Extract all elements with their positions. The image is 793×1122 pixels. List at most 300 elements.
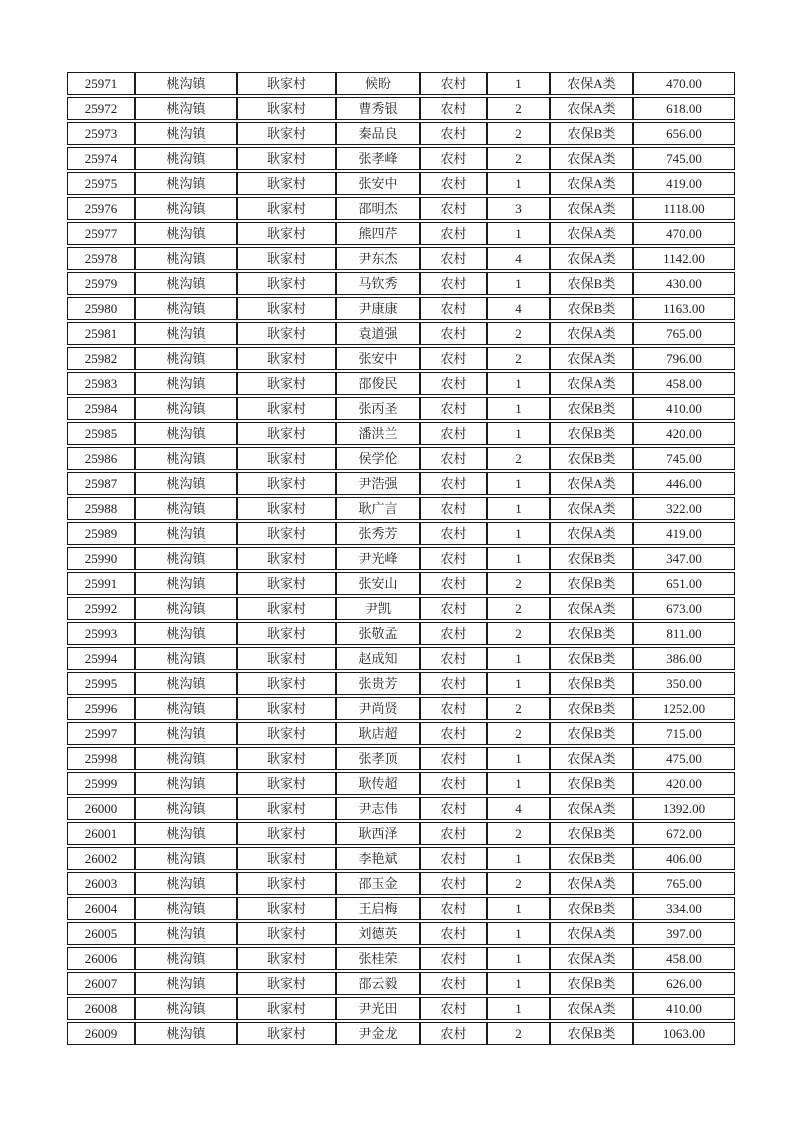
cell-town: 桃沟镇 <box>135 172 237 195</box>
cell-insurance-category: 农保A类 <box>550 372 633 395</box>
cell-household-type: 农村 <box>420 522 487 545</box>
cell-town: 桃沟镇 <box>135 647 237 670</box>
cell-village: 耿家村 <box>237 547 336 570</box>
cell-household-type: 农村 <box>420 697 487 720</box>
cell-amount: 1392.00 <box>633 797 735 820</box>
cell-village: 耿家村 <box>237 697 336 720</box>
cell-person-name: 邵明杰 <box>336 197 420 220</box>
cell-person-count: 1 <box>487 972 550 995</box>
cell-amount: 618.00 <box>633 97 735 120</box>
cell-person-name: 尹尚贤 <box>336 697 420 720</box>
cell-person-count: 2 <box>487 597 550 620</box>
cell-town: 桃沟镇 <box>135 397 237 420</box>
cell-household-type: 农村 <box>420 722 487 745</box>
table-row <box>67 872 735 895</box>
cell-person-count: 2 <box>487 822 550 845</box>
cell-insurance-category: 农保A类 <box>550 197 633 220</box>
cell-serial-number: 25971 <box>67 72 135 95</box>
cell-amount: 458.00 <box>633 372 735 395</box>
cell-serial-number: 25987 <box>67 472 135 495</box>
cell-person-name: 张安山 <box>336 572 420 595</box>
cell-village: 耿家村 <box>237 197 336 220</box>
cell-serial-number: 25974 <box>67 147 135 170</box>
table-row <box>67 97 735 120</box>
cell-person-name: 张孝峰 <box>336 147 420 170</box>
cell-amount: 406.00 <box>633 847 735 870</box>
cell-town: 桃沟镇 <box>135 372 237 395</box>
table-row <box>67 797 735 820</box>
cell-amount: 386.00 <box>633 647 735 670</box>
cell-town: 桃沟镇 <box>135 447 237 470</box>
cell-amount: 322.00 <box>633 497 735 520</box>
cell-person-count: 1 <box>487 372 550 395</box>
cell-village: 耿家村 <box>237 97 336 120</box>
table-row <box>67 372 735 395</box>
cell-village: 耿家村 <box>237 272 336 295</box>
cell-amount: 796.00 <box>633 347 735 370</box>
cell-person-count: 2 <box>487 722 550 745</box>
cell-village: 耿家村 <box>237 972 336 995</box>
cell-amount: 419.00 <box>633 522 735 545</box>
cell-person-name: 张丙圣 <box>336 397 420 420</box>
cell-insurance-category: 农保B类 <box>550 297 633 320</box>
cell-serial-number: 25977 <box>67 222 135 245</box>
cell-town: 桃沟镇 <box>135 197 237 220</box>
cell-amount: 475.00 <box>633 747 735 770</box>
cell-insurance-category: 农保A类 <box>550 347 633 370</box>
cell-household-type: 农村 <box>420 547 487 570</box>
table-row <box>67 697 735 720</box>
cell-insurance-category: 农保A类 <box>550 497 633 520</box>
cell-village: 耿家村 <box>237 847 336 870</box>
cell-serial-number: 25972 <box>67 97 135 120</box>
cell-serial-number: 25985 <box>67 422 135 445</box>
cell-person-count: 1 <box>487 647 550 670</box>
table-row <box>67 772 735 795</box>
cell-town: 桃沟镇 <box>135 847 237 870</box>
cell-amount: 410.00 <box>633 397 735 420</box>
cell-amount: 715.00 <box>633 722 735 745</box>
cell-serial-number: 25976 <box>67 197 135 220</box>
cell-person-name: 刘德英 <box>336 922 420 945</box>
table-row <box>67 147 735 170</box>
cell-household-type: 农村 <box>420 447 487 470</box>
cell-amount: 745.00 <box>633 447 735 470</box>
cell-person-count: 2 <box>487 572 550 595</box>
cell-insurance-category: 农保A类 <box>550 172 633 195</box>
cell-amount: 651.00 <box>633 572 735 595</box>
cell-person-count: 1 <box>487 997 550 1020</box>
cell-person-count: 1 <box>487 672 550 695</box>
cell-town: 桃沟镇 <box>135 947 237 970</box>
cell-serial-number: 25997 <box>67 722 135 745</box>
cell-village: 耿家村 <box>237 622 336 645</box>
cell-person-count: 4 <box>487 247 550 270</box>
table-row <box>67 897 735 920</box>
cell-serial-number: 25995 <box>67 672 135 695</box>
cell-insurance-category: 农保A类 <box>550 72 633 95</box>
cell-person-name: 尹东杰 <box>336 247 420 270</box>
cell-serial-number: 25988 <box>67 497 135 520</box>
cell-person-count: 3 <box>487 197 550 220</box>
cell-village: 耿家村 <box>237 472 336 495</box>
cell-serial-number: 26005 <box>67 922 135 945</box>
cell-serial-number: 26006 <box>67 947 135 970</box>
cell-town: 桃沟镇 <box>135 472 237 495</box>
cell-amount: 811.00 <box>633 622 735 645</box>
cell-insurance-category: 农保B类 <box>550 847 633 870</box>
cell-insurance-category: 农保B类 <box>550 572 633 595</box>
cell-person-name: 张安中 <box>336 347 420 370</box>
cell-village: 耿家村 <box>237 997 336 1020</box>
cell-person-count: 1 <box>487 897 550 920</box>
cell-household-type: 农村 <box>420 297 487 320</box>
cell-amount: 397.00 <box>633 922 735 945</box>
cell-amount: 347.00 <box>633 547 735 570</box>
cell-insurance-category: 农保B类 <box>550 622 633 645</box>
cell-household-type: 农村 <box>420 622 487 645</box>
cell-serial-number: 25975 <box>67 172 135 195</box>
cell-village: 耿家村 <box>237 897 336 920</box>
cell-insurance-category: 农保A类 <box>550 597 633 620</box>
table-row <box>67 222 735 245</box>
table-row <box>67 622 735 645</box>
cell-town: 桃沟镇 <box>135 522 237 545</box>
cell-serial-number: 26008 <box>67 997 135 1020</box>
cell-household-type: 农村 <box>420 197 487 220</box>
cell-serial-number: 25981 <box>67 322 135 345</box>
cell-village: 耿家村 <box>237 522 336 545</box>
table-row <box>67 422 735 445</box>
cell-person-name: 曹秀银 <box>336 97 420 120</box>
table-row <box>67 497 735 520</box>
cell-household-type: 农村 <box>420 122 487 145</box>
cell-town: 桃沟镇 <box>135 347 237 370</box>
cell-village: 耿家村 <box>237 122 336 145</box>
cell-town: 桃沟镇 <box>135 122 237 145</box>
cell-village: 耿家村 <box>237 422 336 445</box>
cell-household-type: 农村 <box>420 647 487 670</box>
cell-insurance-category: 农保A类 <box>550 97 633 120</box>
cell-person-name: 侯学伦 <box>336 447 420 470</box>
table-row <box>67 747 735 770</box>
cell-village: 耿家村 <box>237 747 336 770</box>
cell-village: 耿家村 <box>237 1022 336 1045</box>
table-row <box>67 197 735 220</box>
cell-amount: 672.00 <box>633 822 735 845</box>
cell-insurance-category: 农保B类 <box>550 547 633 570</box>
cell-person-count: 1 <box>487 922 550 945</box>
cell-person-name: 张桂荣 <box>336 947 420 970</box>
cell-village: 耿家村 <box>237 347 336 370</box>
cell-person-count: 4 <box>487 797 550 820</box>
cell-person-count: 1 <box>487 397 550 420</box>
cell-town: 桃沟镇 <box>135 897 237 920</box>
cell-person-count: 1 <box>487 547 550 570</box>
cell-insurance-category: 农保A类 <box>550 472 633 495</box>
cell-person-count: 2 <box>487 322 550 345</box>
cell-household-type: 农村 <box>420 797 487 820</box>
cell-village: 耿家村 <box>237 672 336 695</box>
table-row <box>67 1022 735 1045</box>
cell-person-count: 2 <box>487 122 550 145</box>
cell-insurance-category: 农保B类 <box>550 897 633 920</box>
cell-town: 桃沟镇 <box>135 222 237 245</box>
cell-insurance-category: 农保B类 <box>550 722 633 745</box>
cell-town: 桃沟镇 <box>135 547 237 570</box>
cell-household-type: 农村 <box>420 347 487 370</box>
cell-village: 耿家村 <box>237 872 336 895</box>
cell-amount: 458.00 <box>633 947 735 970</box>
cell-insurance-category: 农保A类 <box>550 147 633 170</box>
cell-insurance-category: 农保A类 <box>550 322 633 345</box>
cell-serial-number: 26000 <box>67 797 135 820</box>
cell-person-count: 1 <box>487 522 550 545</box>
cell-person-name: 马钦秀 <box>336 272 420 295</box>
cell-serial-number: 26001 <box>67 822 135 845</box>
cell-person-count: 2 <box>487 447 550 470</box>
cell-village: 耿家村 <box>237 247 336 270</box>
table-row <box>67 447 735 470</box>
cell-serial-number: 25992 <box>67 597 135 620</box>
cell-serial-number: 25986 <box>67 447 135 470</box>
cell-person-name: 尹康康 <box>336 297 420 320</box>
table-row <box>67 297 735 320</box>
cell-household-type: 农村 <box>420 172 487 195</box>
cell-insurance-category: 农保A类 <box>550 247 633 270</box>
cell-household-type: 农村 <box>420 72 487 95</box>
cell-person-name: 熊四芹 <box>336 222 420 245</box>
cell-village: 耿家村 <box>237 372 336 395</box>
cell-serial-number: 25979 <box>67 272 135 295</box>
cell-insurance-category: 农保B类 <box>550 822 633 845</box>
cell-town: 桃沟镇 <box>135 422 237 445</box>
cell-village: 耿家村 <box>237 297 336 320</box>
cell-amount: 410.00 <box>633 997 735 1020</box>
cell-person-count: 1 <box>487 172 550 195</box>
cell-person-count: 1 <box>487 772 550 795</box>
cell-insurance-category: 农保B类 <box>550 447 633 470</box>
cell-person-name: 耿广言 <box>336 497 420 520</box>
table-row <box>67 347 735 370</box>
cell-insurance-category: 农保B类 <box>550 697 633 720</box>
cell-amount: 1252.00 <box>633 697 735 720</box>
cell-amount: 1063.00 <box>633 1022 735 1045</box>
cell-serial-number: 25999 <box>67 772 135 795</box>
cell-insurance-category: 农保B类 <box>550 647 633 670</box>
cell-household-type: 农村 <box>420 472 487 495</box>
cell-town: 桃沟镇 <box>135 972 237 995</box>
cell-person-name: 耿传超 <box>336 772 420 795</box>
cell-village: 耿家村 <box>237 822 336 845</box>
table-row <box>67 272 735 295</box>
cell-insurance-category: 农保A类 <box>550 222 633 245</box>
cell-amount: 446.00 <box>633 472 735 495</box>
cell-serial-number: 25982 <box>67 347 135 370</box>
cell-person-name: 赵成知 <box>336 647 420 670</box>
cell-serial-number: 25998 <box>67 747 135 770</box>
cell-town: 桃沟镇 <box>135 597 237 620</box>
table-row <box>67 472 735 495</box>
cell-person-count: 2 <box>487 147 550 170</box>
cell-insurance-category: 农保A类 <box>550 522 633 545</box>
cell-serial-number: 25984 <box>67 397 135 420</box>
table-row <box>67 922 735 945</box>
cell-person-count: 2 <box>487 622 550 645</box>
cell-serial-number: 25978 <box>67 247 135 270</box>
cell-amount: 334.00 <box>633 897 735 920</box>
cell-insurance-category: 农保B类 <box>550 397 633 420</box>
cell-village: 耿家村 <box>237 922 336 945</box>
cell-amount: 350.00 <box>633 672 735 695</box>
cell-person-name: 候盼 <box>336 72 420 95</box>
cell-household-type: 农村 <box>420 997 487 1020</box>
cell-amount: 656.00 <box>633 122 735 145</box>
cell-amount: 420.00 <box>633 772 735 795</box>
cell-serial-number: 26009 <box>67 1022 135 1045</box>
table-row <box>67 847 735 870</box>
table-row <box>67 722 735 745</box>
cell-household-type: 农村 <box>420 747 487 770</box>
cell-household-type: 农村 <box>420 597 487 620</box>
cell-person-name: 张孝顶 <box>336 747 420 770</box>
cell-person-count: 1 <box>487 422 550 445</box>
cell-household-type: 农村 <box>420 372 487 395</box>
cell-town: 桃沟镇 <box>135 922 237 945</box>
cell-town: 桃沟镇 <box>135 672 237 695</box>
cell-village: 耿家村 <box>237 597 336 620</box>
cell-amount: 430.00 <box>633 272 735 295</box>
cell-person-count: 4 <box>487 297 550 320</box>
cell-serial-number: 26004 <box>67 897 135 920</box>
cell-household-type: 农村 <box>420 972 487 995</box>
cell-town: 桃沟镇 <box>135 72 237 95</box>
cell-serial-number: 25993 <box>67 622 135 645</box>
cell-amount: 470.00 <box>633 72 735 95</box>
cell-person-name: 耿西泽 <box>336 822 420 845</box>
cell-town: 桃沟镇 <box>135 822 237 845</box>
cell-person-name: 张秀芳 <box>336 522 420 545</box>
cell-household-type: 农村 <box>420 322 487 345</box>
table-row <box>67 947 735 970</box>
cell-serial-number: 25991 <box>67 572 135 595</box>
cell-household-type: 农村 <box>420 97 487 120</box>
table-row <box>67 997 735 1020</box>
cell-village: 耿家村 <box>237 797 336 820</box>
cell-village: 耿家村 <box>237 222 336 245</box>
cell-serial-number: 26002 <box>67 847 135 870</box>
cell-serial-number: 25973 <box>67 122 135 145</box>
cell-person-count: 1 <box>487 847 550 870</box>
cell-household-type: 农村 <box>420 247 487 270</box>
cell-village: 耿家村 <box>237 447 336 470</box>
cell-town: 桃沟镇 <box>135 772 237 795</box>
cell-person-name: 张贵芳 <box>336 672 420 695</box>
cell-household-type: 农村 <box>420 922 487 945</box>
cell-serial-number: 25980 <box>67 297 135 320</box>
cell-village: 耿家村 <box>237 322 336 345</box>
cell-person-count: 1 <box>487 947 550 970</box>
cell-town: 桃沟镇 <box>135 572 237 595</box>
cell-serial-number: 25989 <box>67 522 135 545</box>
cell-person-count: 2 <box>487 697 550 720</box>
benefit-roster-table <box>67 70 735 1047</box>
cell-insurance-category: 农保B类 <box>550 772 633 795</box>
cell-household-type: 农村 <box>420 222 487 245</box>
cell-household-type: 农村 <box>420 672 487 695</box>
cell-village: 耿家村 <box>237 947 336 970</box>
cell-person-name: 尹凯 <box>336 597 420 620</box>
cell-insurance-category: 农保A类 <box>550 947 633 970</box>
cell-household-type: 农村 <box>420 147 487 170</box>
cell-amount: 765.00 <box>633 872 735 895</box>
cell-person-name: 尹光田 <box>336 997 420 1020</box>
cell-insurance-category: 农保B类 <box>550 122 633 145</box>
cell-town: 桃沟镇 <box>135 872 237 895</box>
cell-insurance-category: 农保B类 <box>550 1022 633 1045</box>
cell-person-count: 1 <box>487 272 550 295</box>
cell-insurance-category: 农保B类 <box>550 422 633 445</box>
cell-person-name: 尹金龙 <box>336 1022 420 1045</box>
cell-village: 耿家村 <box>237 722 336 745</box>
cell-amount: 673.00 <box>633 597 735 620</box>
cell-amount: 1163.00 <box>633 297 735 320</box>
cell-household-type: 农村 <box>420 397 487 420</box>
cell-insurance-category: 农保A类 <box>550 797 633 820</box>
cell-town: 桃沟镇 <box>135 797 237 820</box>
cell-town: 桃沟镇 <box>135 722 237 745</box>
cell-insurance-category: 农保B类 <box>550 272 633 295</box>
cell-town: 桃沟镇 <box>135 622 237 645</box>
cell-amount: 1142.00 <box>633 247 735 270</box>
cell-insurance-category: 农保B类 <box>550 972 633 995</box>
cell-person-count: 1 <box>487 72 550 95</box>
cell-insurance-category: 农保A类 <box>550 872 633 895</box>
cell-household-type: 农村 <box>420 947 487 970</box>
cell-town: 桃沟镇 <box>135 1022 237 1045</box>
cell-village: 耿家村 <box>237 647 336 670</box>
cell-amount: 626.00 <box>633 972 735 995</box>
cell-person-count: 2 <box>487 1022 550 1045</box>
cell-person-count: 1 <box>487 222 550 245</box>
cell-household-type: 农村 <box>420 272 487 295</box>
cell-village: 耿家村 <box>237 497 336 520</box>
cell-household-type: 农村 <box>420 822 487 845</box>
cell-person-name: 邵玉金 <box>336 872 420 895</box>
cell-serial-number: 26007 <box>67 972 135 995</box>
cell-person-name: 尹浩强 <box>336 472 420 495</box>
cell-village: 耿家村 <box>237 397 336 420</box>
cell-person-name: 张安中 <box>336 172 420 195</box>
cell-insurance-category: 农保A类 <box>550 922 633 945</box>
cell-village: 耿家村 <box>237 147 336 170</box>
cell-person-count: 1 <box>487 472 550 495</box>
cell-town: 桃沟镇 <box>135 997 237 1020</box>
cell-household-type: 农村 <box>420 1022 487 1045</box>
cell-person-count: 2 <box>487 97 550 120</box>
cell-person-count: 1 <box>487 497 550 520</box>
cell-insurance-category: 农保B类 <box>550 672 633 695</box>
table-row <box>67 122 735 145</box>
cell-amount: 470.00 <box>633 222 735 245</box>
cell-household-type: 农村 <box>420 897 487 920</box>
cell-serial-number: 25983 <box>67 372 135 395</box>
cell-town: 桃沟镇 <box>135 497 237 520</box>
cell-village: 耿家村 <box>237 572 336 595</box>
table-row <box>67 647 735 670</box>
cell-village: 耿家村 <box>237 172 336 195</box>
table-row <box>67 822 735 845</box>
